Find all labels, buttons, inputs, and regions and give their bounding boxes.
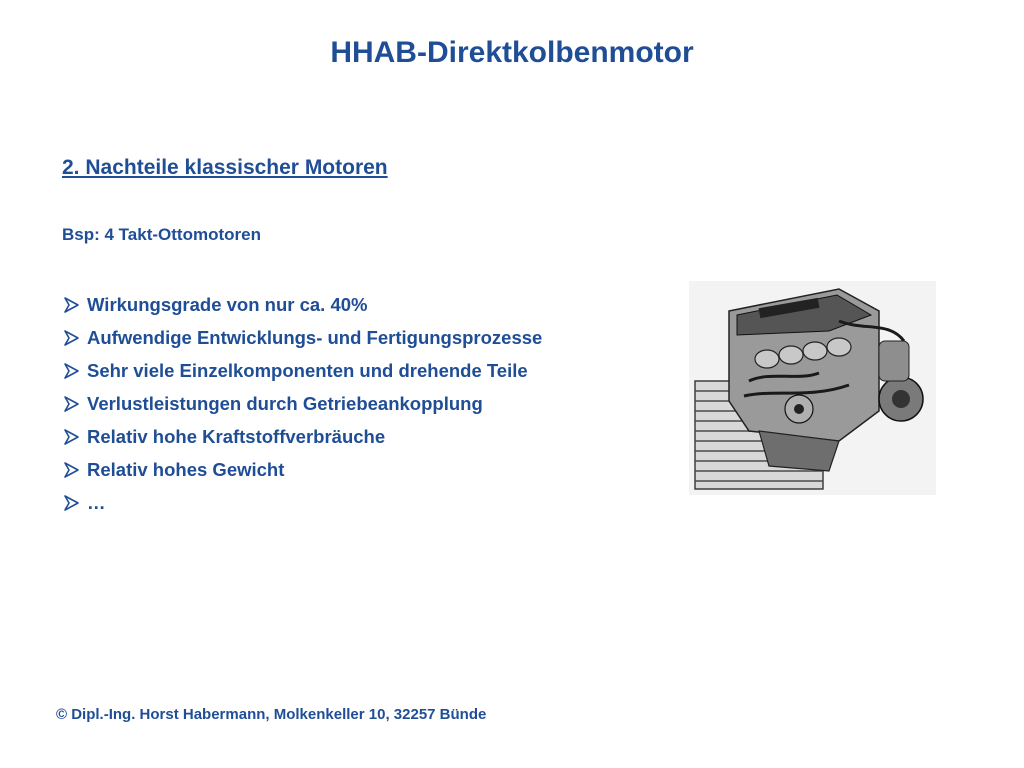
bullet-item bbox=[62, 453, 542, 486]
arrow-right-icon bbox=[62, 494, 82, 512]
slide-title: HHAB-Direktkolbenmotor bbox=[330, 36, 694, 69]
bullet-text: Verlustleistungen durch Getriebeankopplung bbox=[87, 392, 483, 414]
engine-illustration bbox=[689, 281, 936, 495]
bullet-item bbox=[62, 354, 542, 387]
arrow-right-icon bbox=[62, 395, 82, 413]
footer-copyright: © Dipl.-Ing. Horst Habermann, Molkenkeller 10, 32257 Bünde bbox=[56, 706, 487, 723]
bullet-item bbox=[62, 420, 542, 453]
bullet-text: … bbox=[87, 491, 106, 513]
bullet-text: Sehr viele Einzelkomponenten und drehende Teile bbox=[87, 359, 528, 381]
arrow-right-icon bbox=[62, 362, 82, 380]
bullet-text: Relativ hohes Gewicht bbox=[87, 458, 285, 480]
section-heading: 2. Nachteile klassischer Motoren bbox=[62, 156, 388, 179]
bullet-list bbox=[62, 288, 542, 519]
bullet-text: Relativ hohe Kraftstoffverbräuche bbox=[87, 425, 386, 447]
bullet-text: Wirkungsgrade von nur ca. 40% bbox=[87, 293, 368, 315]
arrow-right-icon bbox=[62, 296, 82, 314]
bullet-item bbox=[62, 288, 542, 321]
bullet-item bbox=[62, 486, 542, 519]
bullet-text: Aufwendige Entwicklungs- und Fertigungsprozesse bbox=[87, 326, 543, 348]
arrow-right-icon bbox=[62, 461, 82, 479]
arrow-right-icon bbox=[62, 428, 82, 446]
example-label: Bsp: 4 Takt-Ottomotoren bbox=[62, 225, 261, 244]
arrow-right-icon bbox=[62, 329, 82, 347]
bullet-item bbox=[62, 321, 542, 354]
bullet-item bbox=[62, 387, 542, 420]
